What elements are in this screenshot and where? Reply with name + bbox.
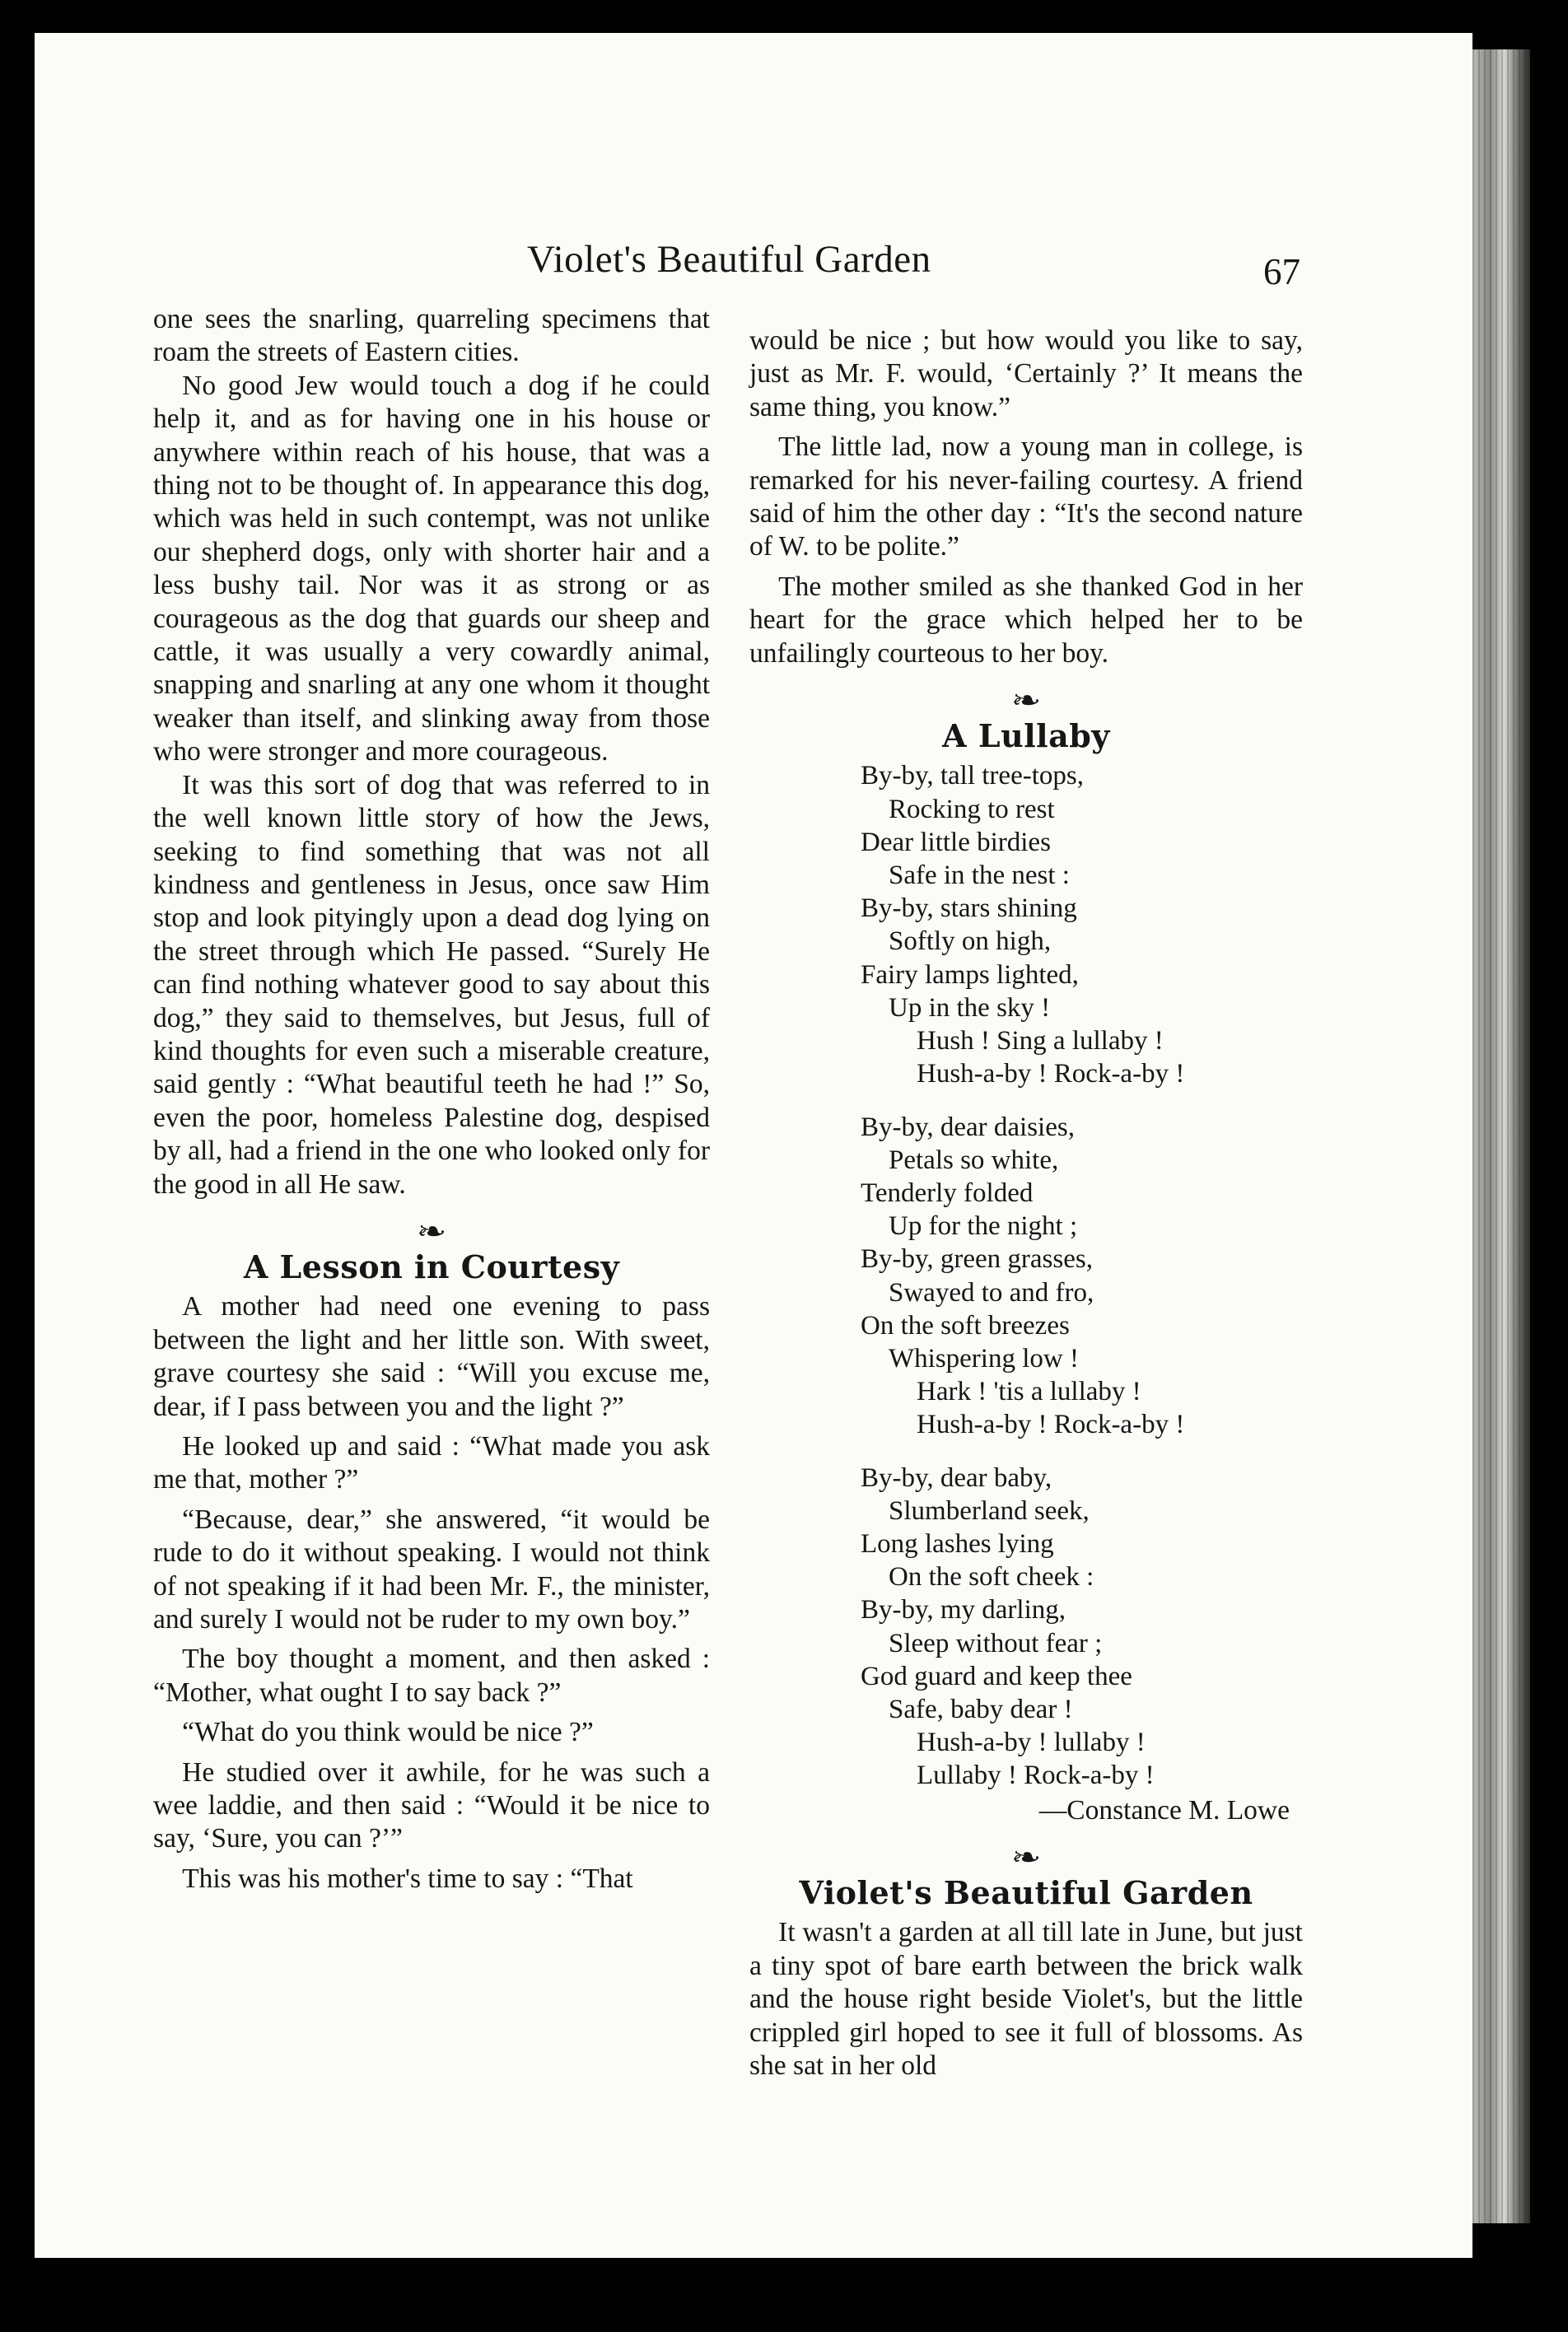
poem-line: By-by, tall tree-tops,: [861, 761, 1084, 791]
page-number: 67: [1263, 251, 1300, 292]
poem-attribution: —Constance M. Lowe: [1038, 1794, 1290, 1826]
poem-line: Swayed to and fro,: [889, 1277, 1094, 1308]
paragraph: It was this sort of dog that was referred to in the well known little story of how the Jews, seeking to find something that was not all kindness and gentleness in Jesus, once saw Him stop and look pityingly upon a dead dog lying on the street through which He passed. “Surely He can find nothing whatever good to say about this dog,” they said to themselves, but Jesus, full of kind thoughts for even such a miserable creature, said gently : “What beautiful teeth he had !” So, even the poor, homeless Palestine dog, despised by all, had a friend in the one who looked only for the good in all He saw.: [153, 769, 710, 1200]
poem-line: Hush-a-by ! Rock-a-by !: [917, 1059, 1185, 1089]
poem-line: Long lashes lying: [861, 1528, 1054, 1559]
poem-line: Tenderly folded: [861, 1178, 1034, 1208]
page-edges: [1472, 49, 1530, 2223]
paragraph: would be nice ; but how would you like to say, just as Mr. F. would, ‘Certainly ?’ It means the same thing, you know.”: [749, 325, 1303, 422]
section-title-garden: Violet's Beautiful Garden: [799, 1873, 1253, 1911]
poem-line: Petals so white,: [889, 1145, 1059, 1175]
poem-stanza: [861, 1462, 1303, 1793]
paragraph: It wasn't a garden at all till late in June, but just a tiny spot of bare earth between the brick walk and the house right beside Violet's, but the little crippled girl hoped to see it full of blossoms. As she sat in her old: [749, 1917, 1303, 2081]
section-title-lesson: A Lesson in Courtesy: [243, 1248, 620, 1285]
paragraph: He studied over it awhile, for he was such a wee laddie, and then said : “Would it be nice to say, ‘Sure, you can ?’”: [153, 1756, 710, 1854]
poem-line: Slumberland seek,: [889, 1495, 1090, 1526]
paragraph: “What do you think would be nice ?”: [182, 1717, 594, 1748]
ornament-icon: ❧: [416, 1216, 447, 1248]
poem-line: By-by, green grasses,: [861, 1244, 1093, 1275]
left-column: [153, 303, 710, 1896]
paragraph: The boy thought a moment, and then asked : “Mother, what ought I to say back ?”: [153, 1644, 710, 1708]
poem-line: Rocking to rest: [889, 794, 1055, 824]
poem-line: Hark ! 'tis a lullaby !: [917, 1377, 1141, 1407]
lullaby-poem: [861, 759, 1303, 1792]
section-title-lullaby: A Lullaby: [942, 717, 1110, 755]
poem-line: By-by, dear daisies,: [861, 1112, 1075, 1142]
paragraph: “Because, dear,” she answered, “it would be rude to do it without speaking. I would not think of not speaking if it had been Mr. F., the minister, and surely I would not be ruder to my own boy.”: [153, 1504, 710, 1635]
poem-stanza: [861, 1111, 1303, 1442]
poem-line: Sleep without fear ;: [889, 1628, 1103, 1658]
paragraph: This was his mother's time to say : “That: [182, 1863, 633, 1894]
poem-line: Safe, baby dear !: [889, 1694, 1073, 1724]
running-header: Violet's Beautiful Garden: [527, 238, 931, 281]
ornament-icon: ❧: [1010, 686, 1042, 717]
paragraph: The mother smiled as she thanked God in her heart for the grace which helped her to be unfailingly courteous to her boy.: [749, 571, 1303, 669]
paragraph: No good Jew would touch a dog if he could help it, and as for having one in his house or anywhere within reach of his house, that was a thing not to be thought of. In appearance this dog, which was held in such contempt, was not unlike our shepherd dogs, only with shorter hair and a less bushy tail. Nor was it as strong or as courageous as the dog that guards our sheep and cattle, it was usually a very cowardly animal, snapping and snarling at any one whom it thought weaker than itself, and slinking away from those who were stronger and more courageous.: [153, 370, 710, 767]
poem-line: Hush-a-by ! Rock-a-by !: [917, 1410, 1185, 1440]
poem-line: Whispering low !: [889, 1343, 1079, 1374]
poem-line: Lullaby ! Rock-a-by !: [917, 1761, 1155, 1791]
ornament-icon: ❧: [1010, 1842, 1042, 1873]
right-column: [749, 324, 1303, 2082]
poem-stanza: [861, 759, 1303, 1090]
poem-line: Safe in the nest :: [889, 861, 1070, 891]
paragraph: A mother had need one evening to pass between the light and her little son. With sweet, grave courtesy she said : “Will you excuse me, dear, if I pass between you and the light ?”: [153, 1291, 710, 1422]
poem-line: Fairy lamps lighted,: [861, 959, 1079, 990]
poem-line: On the soft breezes: [861, 1310, 1070, 1341]
poem-line: Up for the night ;: [889, 1211, 1078, 1242]
poem-line: Hush-a-by ! lullaby !: [917, 1728, 1146, 1758]
poem-line: By-by, stars shining: [861, 893, 1077, 924]
poem-line: On the soft cheek :: [889, 1562, 1094, 1593]
poem-line: Dear little birdies: [861, 827, 1051, 857]
paragraph: He looked up and said : “What made you ask me that, mother ?”: [153, 1431, 710, 1495]
paragraph: one sees the snarling, quarreling specimens that roam the streets of Eastern cities.: [153, 304, 710, 368]
paragraph: The little lad, now a young man in college, is remarked for his never-failing courtesy. A friend said of him the other day : “It's the second nature of W. to be polite.”: [749, 431, 1303, 562]
poem-line: Softly on high,: [889, 926, 1052, 957]
poem-line: Up in the sky !: [889, 992, 1051, 1023]
poem-line: By-by, dear baby,: [861, 1462, 1052, 1493]
poem-line: By-by, my darling,: [861, 1595, 1066, 1625]
poem-line: Hush ! Sing a lullaby !: [917, 1026, 1164, 1056]
poem-line: God guard and keep thee: [861, 1661, 1132, 1691]
